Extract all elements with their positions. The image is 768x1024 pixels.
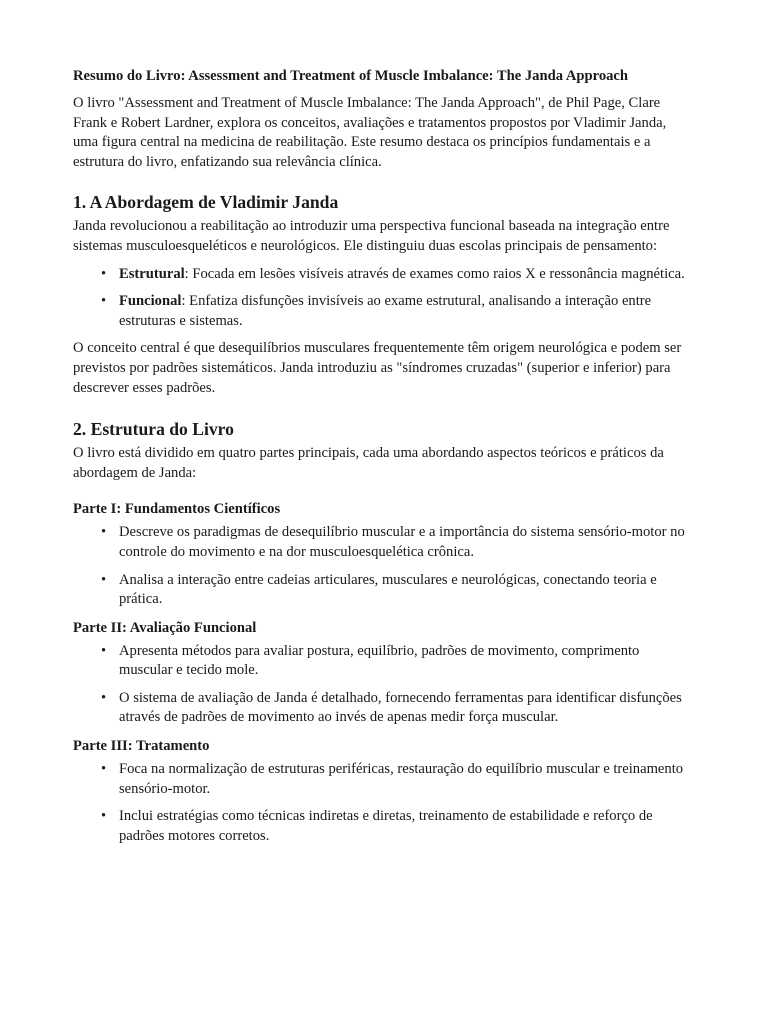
list-item: • Apresenta métodos para avaliar postura, equilíbrio, padrões de movimento, comprimento muscular e tecido mole. [73, 642, 693, 681]
list-item: • Analisa a interação entre cadeias articulares, musculares e neurológicas, conectando teoria e prática. [73, 571, 693, 610]
schools-list [73, 265, 693, 332]
part-2-heading: Parte II: Avaliação Funcional [73, 619, 257, 636]
term-structural-description: : Focada em lesões visíveis através de exames como raios X e ressonância magnética. [184, 265, 685, 282]
list-item: • O sistema de avaliação de Janda é detalhado, fornecendo ferramentas para identificar disfunções através de padrões de movimento ao invés de apenas medir força muscular. [73, 689, 693, 728]
document-page [73, 66, 693, 854]
part-3-list [73, 760, 693, 846]
part-3-heading: Parte III: Tratamento [73, 738, 210, 755]
part-2-list [73, 642, 693, 728]
part-1-heading: Parte I: Fundamentos Científicos [73, 501, 281, 518]
section-2-heading: 2. Estrutura do Livro [73, 419, 234, 440]
list-item [73, 292, 693, 331]
term-functional: Funcional [119, 293, 182, 310]
term-functional-description: : Enfatiza disfunções invisíveis ao exame estrutural, analisando a interação entre estruturas e sistemas. [119, 293, 652, 329]
list-item: • Inclui estratégias como técnicas indiretas e diretas, treinamento de estabilidade e reforço de padrões motores corretos. [73, 807, 693, 846]
intro-paragraph: O livro "Assessment and Treatment of Muscle Imbalance: The Janda Approach", de Phil Page, Clare Frank e Robert Lardner, explora os conceitos, avaliações e tratamentos propostos por Vladimir Janda, uma figura central na medicina de reabilitação. Este resumo destaca os princípios fundamentais e a estrutura do livro, enfatizando sua relevância clínica. [73, 95, 667, 170]
part-1-list [73, 523, 693, 609]
section-1-intro: Janda revolucionou a reabilitação ao introduzir uma perspectiva funcional baseada na integração entre sistemas musculoesqueléticos e neurológicos. Ele distinguiu duas escolas principais de pensamento: [73, 218, 670, 254]
section-1-conclusion: O conceito central é que desequilíbrios musculares frequentemente têm origem neurológica e podem ser previstos por padrões sistemáticos. Janda introduziu as "síndromes cruzadas" (superior e inferior) para descrever esses padrões. [73, 340, 682, 396]
term-structural: Estrutural [119, 265, 185, 282]
list-item: • Foca na normalização de estruturas periféricas, restauração do equilíbrio muscular e treinamento sensório-motor. [73, 760, 693, 799]
section-2-intro: O livro está dividido em quatro partes principais, cada uma abordando aspectos teóricos e práticos da abordagem de Janda: [73, 445, 664, 481]
document-title: Resumo do Livro: Assessment and Treatment of Muscle Imbalance: The Janda Approach [73, 68, 629, 84]
list-item [73, 265, 693, 285]
section-1-heading: 1. A Abordagem de Vladimir Janda [73, 192, 339, 213]
list-item: • Descreve os paradigmas de desequilíbrio muscular e a importância do sistema sensório-motor no controle do movimento e na dor musculoesquelética crônica. [73, 523, 693, 562]
